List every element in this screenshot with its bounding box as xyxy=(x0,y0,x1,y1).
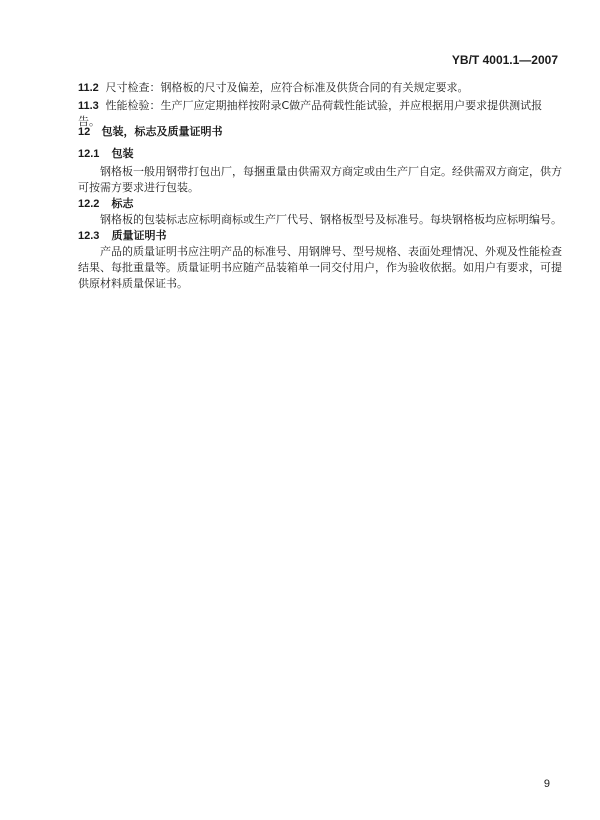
clause-number: 11.2 xyxy=(78,82,99,94)
clause-12-1-text: 钢格板一般用钢带打包出厂，每捆重量由供需双方商定或由生产厂自定。经供需双方商定，供方可按需方要求进行包装。 xyxy=(78,165,562,194)
clause-12-2-text: 钢格板的包装标志应标明商标或生产厂代号、钢格板型号及标准号。每块钢格板均应标明编号。 xyxy=(100,213,562,226)
section-12-heading xyxy=(78,124,562,140)
clause-number: 12.3 xyxy=(78,230,100,242)
clause-title: 质量证明书 xyxy=(111,229,167,242)
clause-text: 性能检验：生产厂应定期抽样按附录C做产品荷载性能试验，并应根据用户要求提供测试报告。 xyxy=(78,99,543,128)
clause-12-3-text: 产品的质量证明书应注明产品的标准号、用钢牌号、型号规格、表面处理情况、外观及性能检查结果、每批重量等。质量证明书应随产品装箱单一同交付用户，作为验收依据。如用户有要求，可提供原材料质量保证书。 xyxy=(78,245,562,290)
clause-number: 11.3 xyxy=(78,100,99,112)
clause-text: 尺寸检查：钢格板的尺寸及偏差，应符合标准及供货合同的有关规定要求。 xyxy=(105,81,469,94)
clause-title: 包装 xyxy=(111,147,134,160)
clause-12-1-heading xyxy=(78,146,562,162)
section-title: 包装，标志及质量证明书 xyxy=(101,125,223,138)
section-number: 12 xyxy=(78,126,91,138)
clause-number: 12.1 xyxy=(78,148,100,160)
clause-number: 12.2 xyxy=(78,198,100,210)
clause-11-2 xyxy=(78,80,562,96)
page-number: 9 xyxy=(543,778,550,790)
clause-12-2-heading xyxy=(78,196,562,212)
clause-title: 标志 xyxy=(111,197,134,210)
clause-12-3-heading xyxy=(78,228,562,244)
standard-number: YB/T 4001.1—2007 xyxy=(451,53,558,67)
